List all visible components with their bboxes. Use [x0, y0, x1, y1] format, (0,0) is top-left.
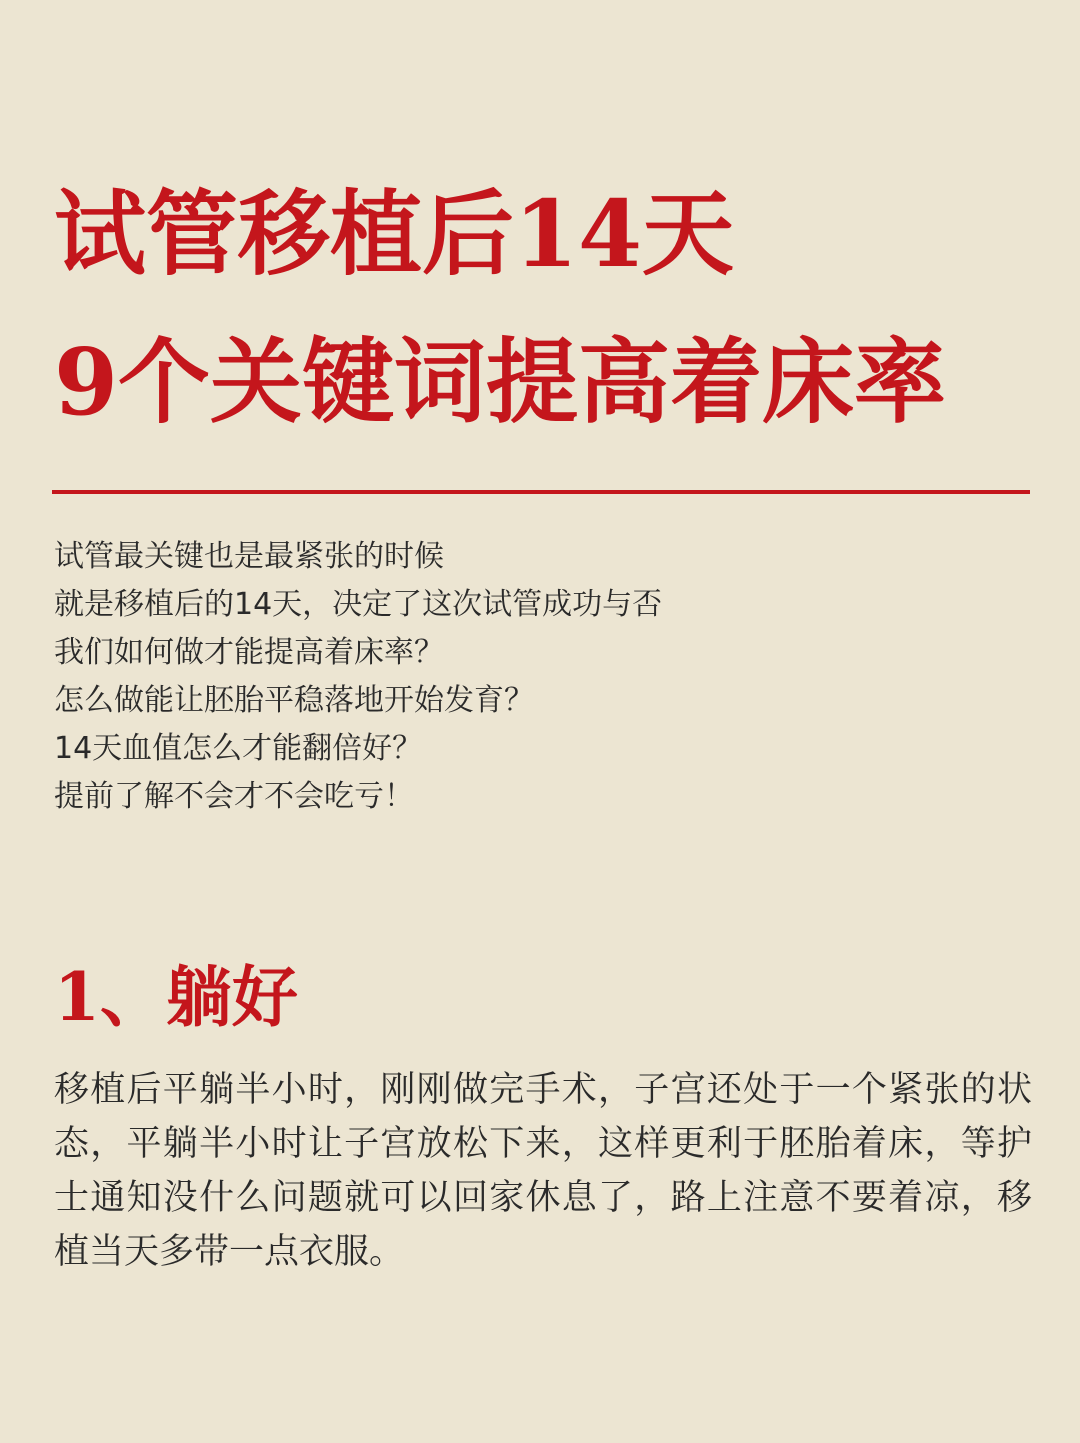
- section-heading: 1、躺好: [54, 958, 298, 1036]
- section-body: 移植后平躺半小时，刚刚做完手术，子宫还处于一个紧张的状态，平躺半小时让子宫放松下来，这样更利于胚胎着床，等护士通知没什么问题就可以回家休息了，路上注意不要着凉，移植当天多带一点衣服。: [54, 1070, 1032, 1272]
- intro-line: 14天血值怎么才能翻倍好？: [54, 731, 423, 766]
- title-divider: [52, 490, 1030, 494]
- page-title: [54, 160, 946, 456]
- intro-line: 提前了解不会才不会吃亏！: [54, 779, 414, 814]
- title-line-2: 9个关键词提高着床率: [54, 328, 947, 436]
- intro-line: 就是移植后的14天，决定了这次试管成功与否: [54, 587, 663, 622]
- intro-text: [54, 533, 662, 821]
- intro-line: 试管最关键也是最紧张的时候: [54, 539, 444, 574]
- intro-line: 我们如何做才能提高着床率？: [54, 635, 444, 670]
- title-line-1: 试管移植后14天: [54, 180, 735, 288]
- intro-line: 怎么做能让胚胎平稳落地开始发育？: [54, 683, 534, 718]
